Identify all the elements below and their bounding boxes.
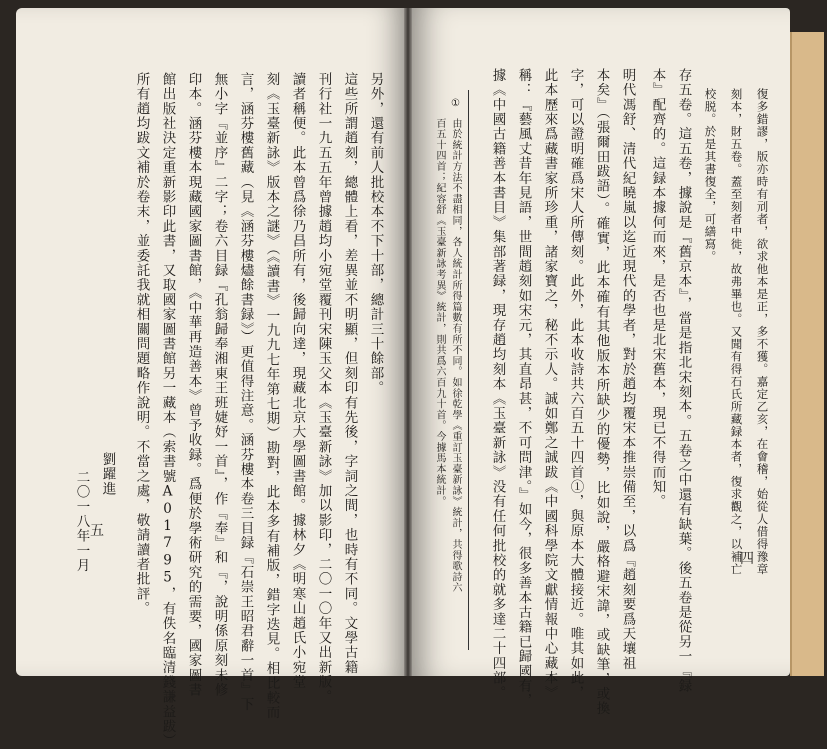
body-column: 據《中國古籍善本書目》集部著録，現存趙均刻本《玉臺新詠》没有任何批校的就多達二十四部。 — [489, 68, 506, 701]
body-column: 刊行社一九五五年曾據趙均小宛堂覆刊宋陳玉父本《玉臺新詠》加以影印，二〇一〇年又出新版。 — [315, 72, 332, 705]
body-column: 存五卷。這五卷，據說是『舊京本』，當是指北宋刻本。五卷之中還有缺葉。後五卷是從另一『録 — [675, 68, 692, 694]
page-number-right: 四 — [740, 551, 754, 567]
body-column: 刻《玉臺新詠》版本之謎》（《讀書》一九九七年第七期）勘對，此本多有補版，錯字迭見。相比較而 — [263, 72, 280, 720]
body-column: 無小字『並序』二字；卷六目録『孔翁歸奉湘東王班婕妤一首』，作『奉』和『，說明係原刻未修 — [211, 72, 228, 698]
body-column: 印本。涵芬樓本現藏國家圖書館，《中華再造善本》曾予收録。爲便於學術研究的需要，國家圖書 — [185, 72, 202, 698]
body-column: 稱：『藝風丈昔年見語，世間趙刻如宋元，其直昂甚，不可問津。』如今，很多善本古籍已歸國有， — [515, 68, 532, 709]
quote-column: 復多錯謬，版亦時有刓者，欲求他本是正，多不獲。嘉定乙亥，在會稽，始從人借得豫章 — [755, 88, 770, 576]
body-column: 讀者稱便。此本曾爲徐乃昌所有，後歸向達，現藏北京大學圖書館。據林夕《明寒山趙氏小宛堂 — [289, 72, 306, 690]
page-edge — [790, 32, 824, 676]
body-column: 明代馮舒、清代紀曉嵐以迄近現代的學者，對於趙均覆宋本推崇備至，以爲『趙刻要爲天壤祖 — [619, 68, 636, 671]
body-column: 另外，還有前人批校本不下十部，總計三十餘部。 — [367, 72, 384, 396]
signature-date: 二〇一八年一月 — [73, 470, 90, 573]
body-column: 本』配齊的。這録本據何而來，是否也是北宋舊本，現已不得而知。 — [649, 68, 666, 509]
quote-column: 刻本，財五卷。蓋至刻者中徙，故弗畢也。又聞有得石氏所藏録本者，復求觀之，以補亡 — [729, 88, 744, 576]
footnote-column: 百五十四首；紀容舒《玉臺新詠考異》統計，則共爲六百九十首。今據馬本統計。 — [434, 118, 445, 507]
body-column: 館出版社決定重新影印此書，又取國家圖書館另一藏本（索書號A01795，有佚名臨清錢謙益跋） — [159, 72, 176, 749]
footnote-divider — [468, 90, 469, 650]
author-signature: 劉躍進 — [99, 452, 116, 497]
footnote-column: 由於統計方法不盡相同，各人統計所得篇數有所不同。如徐乾學《重訂玉臺新詠》統計，共得歌詩六 — [450, 118, 461, 594]
body-column: 字，可以證明確爲宋人所傳刻。此外，此本收詩共六百五十四首①，與原本大體接近。唯其如此， — [567, 68, 584, 701]
body-column: 這些所謂趙刻，總體上看，差異並不明顯，但刻印有先後，字詞之間，也時有不同。文學古籍 — [341, 72, 358, 675]
page-number-left: 五 — [90, 523, 104, 539]
body-column: 所有趙均跋文補於卷末，並委託我就相關問題略作說明。不當之處，敬請讀者批評。 — [133, 72, 150, 616]
book-gutter — [404, 8, 412, 676]
quote-column: 校脱。於是其書復全，可繕寫。 — [703, 88, 718, 263]
body-column: 此本歷來爲藏書家所珍重，諸家寶之，秘不示人。誠如鄭之誠跋《中國科學院文獻情報中心藏本》 — [541, 68, 558, 701]
body-column: 言，涵芬樓舊藏（見《涵芬樓燼餘書録》）更值得注意。涵芬樓本卷三目録『石崇王昭君辭一首』下 — [237, 72, 254, 713]
body-column: 本矣』（張爾田跋語）。確實，此本確有其他版本所缺少的優勢，比如說，嚴格避宋諱，或缺筆，或換 — [593, 68, 610, 716]
footnote-marker: ① — [450, 98, 461, 110]
